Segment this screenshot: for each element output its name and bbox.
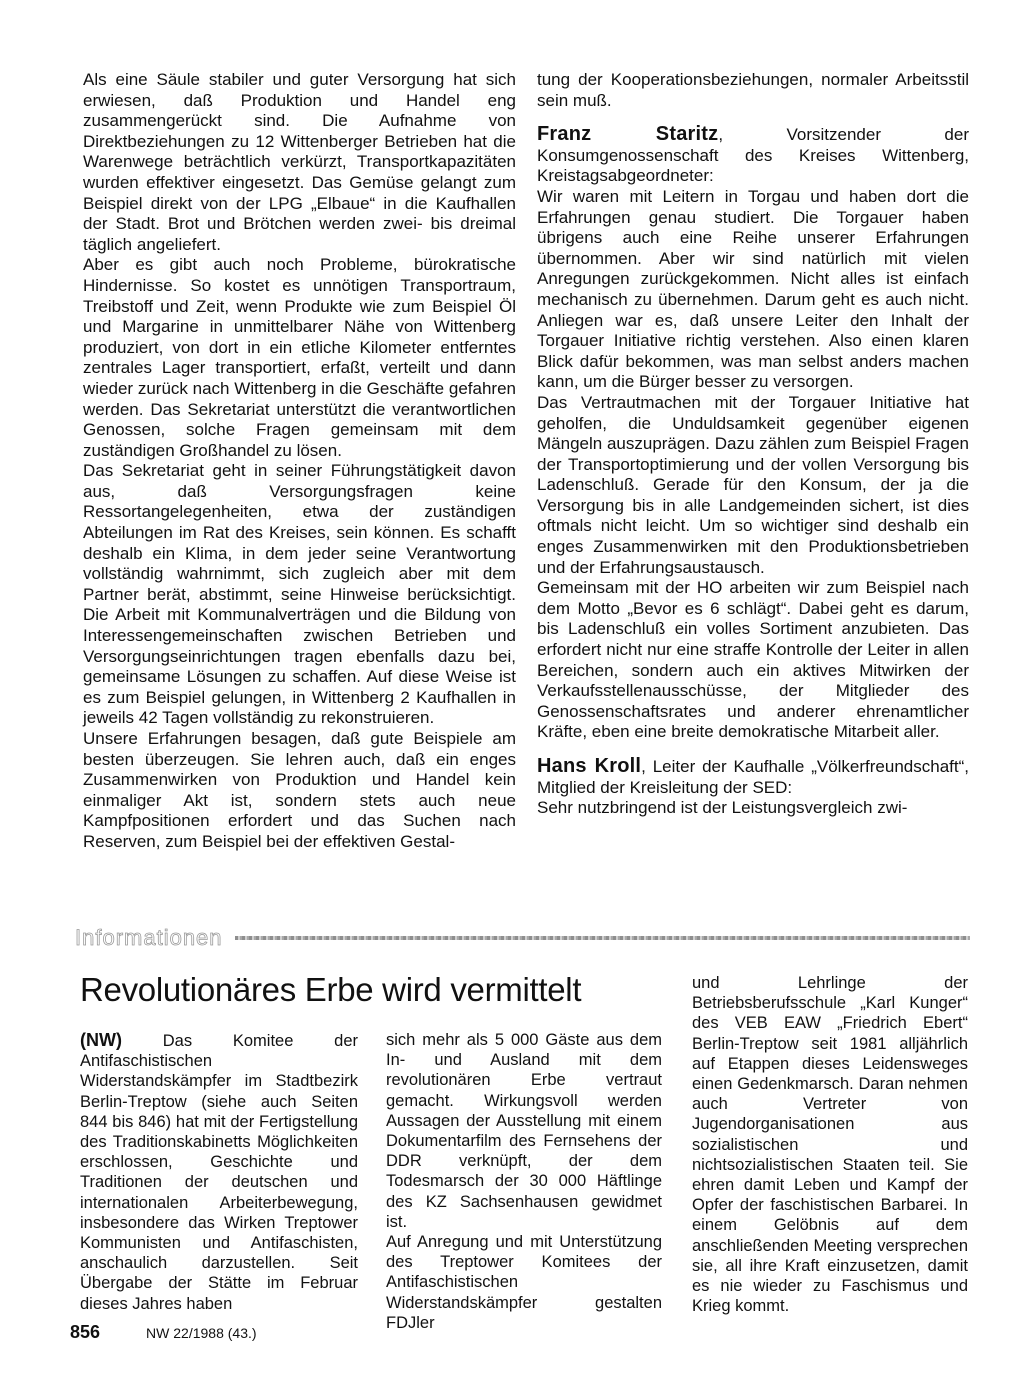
article-column-2 xyxy=(386,1030,662,1333)
paragraph: Das Sekretariat geht in seiner Führungstätigkeit davon aus, daß Versorgungsfragen keine Ressortangelegenheiten, etwa der zuständigen Abteilungen im Rat des Kreises, sein können. Es schafft deshalb ein Klima, in dem jeder seine Verantwortung vollständig wahrnimmt, sich zugleich aber mit dem Partner berät, abstimmt, seine Hinweise berücksichtigt. Die Arbeit mit Kommunalverträgen und die Bildung von Interessengemeinschaften zwischen Betrieben und Versorgungseinrichtungen tragen ebenfalls dazu bei, gemeinsame Lösungen zu schaffen. Auf diese Weise ist es zum Beispiel gelungen, in Wittenberg 2 Kaufhallen in jeweils 42 Tagen vollständig zu rekonstruieren. xyxy=(83,461,516,728)
article-column-3 xyxy=(692,973,968,1316)
section-divider xyxy=(235,936,970,940)
speaker-statement xyxy=(537,124,969,743)
section-header xyxy=(75,926,970,950)
article-column-1 xyxy=(80,1030,358,1314)
paragraph: Unsere Erfahrungen besagen, daß gute Beispiele am besten überzeugen. Sie lehren auch, daß ein enges Zusammenwirken von Produktion und Handel kein einmaliger Akt ist, sondern stets auch neue Kampfpositionen erfordert und das Suchen nach Reserven, zum Beispiel bei der effektiven Gestal- xyxy=(83,729,516,851)
speaker-heading xyxy=(537,124,969,187)
paragraph: Als eine Säule stabiler und guter Versorgung hat sich erwiesen, daß Produktion und Handel eng zusammengerückt sind. Die Aufnahme von Direktbeziehungen zu 12 Wittenberger Betrieben hat die Warenwege beträchtlich verkürzt, Transportkapazitäten wurden effektiver eingesetzt. Das Gemüse gelangt zum Beispiel direkt von der LPG „Elbaue“ in die Kaufhallen der Stadt. Brot und Brötchen werden zwei- bis dreimal täglich angeliefert. xyxy=(83,70,516,254)
source-abbreviation: (NW) xyxy=(80,1030,122,1050)
paragraph: Gemeinsam mit der HO arbeiten wir zum Beispiel nach dem Motto „Bevor es 6 schlägt“. Dabei geht es darum, bis Ladenschluß ein volles Sortiment anzubieten. Das erfordert nicht nur eine straffe Kontrolle der Leiter in allen Bereichen, sondern auch ein aktives Mitwirken der Verkaufsstellenausschüsse, der Mitglieder des Genossenschaftsrates und anderer ehrenamtlicher Kräfte, eben eine breite demokratische Mitarbeit aller. xyxy=(537,578,969,742)
paragraph: Das Vertrautmachen mit der Torgauer Initiative hat geholfen, die Unduldsamkeit gegenüber eigenen Mängeln auszuprägen. Dazu zählen zum Beispiel Fragen der Transportoptimierung und der vollen Versorgung bis Ladenschluß. Gerade für den Konsum, der ja die Versorgung bis in alle Landgemeinden sichert, ist dies oftmals nicht leicht. Um so wichtiger sind deshalb ein enges Zusammenwirken mit den Produktionsbetrieben und der Erfahrungsaustausch. xyxy=(537,392,969,577)
paragraph: und Lehrlinge der Betriebsberufsschule „Karl Kunger“ des VEB EAW „Friedrich Ebert“ Berlin-Treptow seit 1981 alljährlich auf Etappen dieses Leidensweges einen Gedenkmarsch. Daran nehmen auch Vertreter von Jugendorganisationen aus sozialistischen und nichtsozialistischen Staaten teil. Sie ehren damit Leben und Kampf der Opfer der faschistischen Barbarei. In einem Gelöbnis auf dem anschließenden Meeting versprechen sie, all ihre Kraft einzusetzen, damit es nie wieder zu Faschismus und Krieg kommt. xyxy=(692,974,968,1316)
page-number: 856 xyxy=(70,1322,101,1342)
paragraph: Auf Anregung und mit Unterstützung des Treptower Komitees der Antifaschistischen Widerstandskämpfer gestalten FDJler xyxy=(386,1233,662,1332)
article-headline: Revolutionäres Erbe wird vermittelt xyxy=(80,971,582,1008)
speaker-name: Franz Staritz xyxy=(537,123,719,146)
speaker-statement xyxy=(537,756,969,819)
speaker-role: , Leiter der Kaufhalle „Völkerfreundschaft“, Mitglied der Kreisleitung der SED: xyxy=(537,757,969,797)
paragraph xyxy=(80,1030,358,1314)
page-footer xyxy=(70,1322,257,1343)
speaker-name: Hans Kroll xyxy=(537,755,642,777)
section-label: Informationen xyxy=(75,925,223,950)
issue-info: NW 22/1988 (43.) xyxy=(146,1325,257,1341)
speaker-role: , Vorsitzender der Konsumgenossenschaft des Kreises Wittenberg, Kreistagsabgeordneter: xyxy=(537,125,969,186)
paragraph: Aber es gibt auch noch Probleme, bürokratische Hindernisse. So kostet es unnötigen Transportraum, Treibstoff und Zeit, wenn Produkte wie zum Beispiel Öl und Margarine in unmittelbarer Nähe von Wittenberg produziert, von dort in ein etliche Kilometer entferntes zentrales Lager transportiert, erfaßt, verteilt und dann wieder zurück nach Wittenberg in die Geschäfte gefahren werden. Das Sekretariat unterstützt die verantwortlichen Genossen, solche Fragen gemeinsam mit dem zuständigen Großhandel zu lösen. xyxy=(83,255,516,460)
paragraph: Sehr nutzbringend ist der Leistungsvergleich zwi- xyxy=(537,798,908,818)
paragraph: Wir waren mit Leitern in Torgau und haben dort die Erfahrungen genau studiert. Die Torgauer haben übrigens auch eine Reihe unserer Erfahrungen übernommen. Aber wir sind natürlich mit vielen Anregungen zurückgekommen. Nicht alles ist einfach mechanisch zu übernehmen. Darum geht es auch nicht. Anliegen war es, daß unsere Leiter den Inhalt der Torgauer Initiative richtig verstehen. Also einen klaren Blick dafür bekommen, was man selbst anders machen kann, um die Bürger besser zu versorgen. xyxy=(537,186,969,392)
paragraph-text: Das Komitee der Antifaschistischen Widerstandskämpfer im Stadtbezirk Berlin-Treptow (siehe auch Seiten 844 bis 846) hat mit der Fertigstellung des Traditionskabinetts Möglichkeiten erschlossen, Geschichte und Traditionen der deutschen und internationalen Arbeiterbewegung, insbesondere das Wirken Treptower Kommunisten und Antifaschisten, anschaulich darzustellen. Seit Übergabe der Stätte im Februar dieses Jahres haben xyxy=(80,1032,358,1313)
speaker-heading xyxy=(537,756,969,798)
paragraph: tung der Kooperationsbeziehungen, normaler Arbeitsstil sein muß. xyxy=(537,70,969,110)
paragraph: sich mehr als 5 000 Gäste aus dem In- und Ausland mit dem revolutionären Erbe vertraut gemacht. Wirkungsvoll werden Aussagen der Ausstellung mit einem Dokumentarfilm des Fernsehens der DDR verknüpft, der dem Todesmarsch der 30 000 Häftlinge des KZ Sachsenhausen gewidmet ist. xyxy=(386,1031,662,1231)
text-column-right xyxy=(537,70,969,819)
text-column-left xyxy=(83,70,516,853)
